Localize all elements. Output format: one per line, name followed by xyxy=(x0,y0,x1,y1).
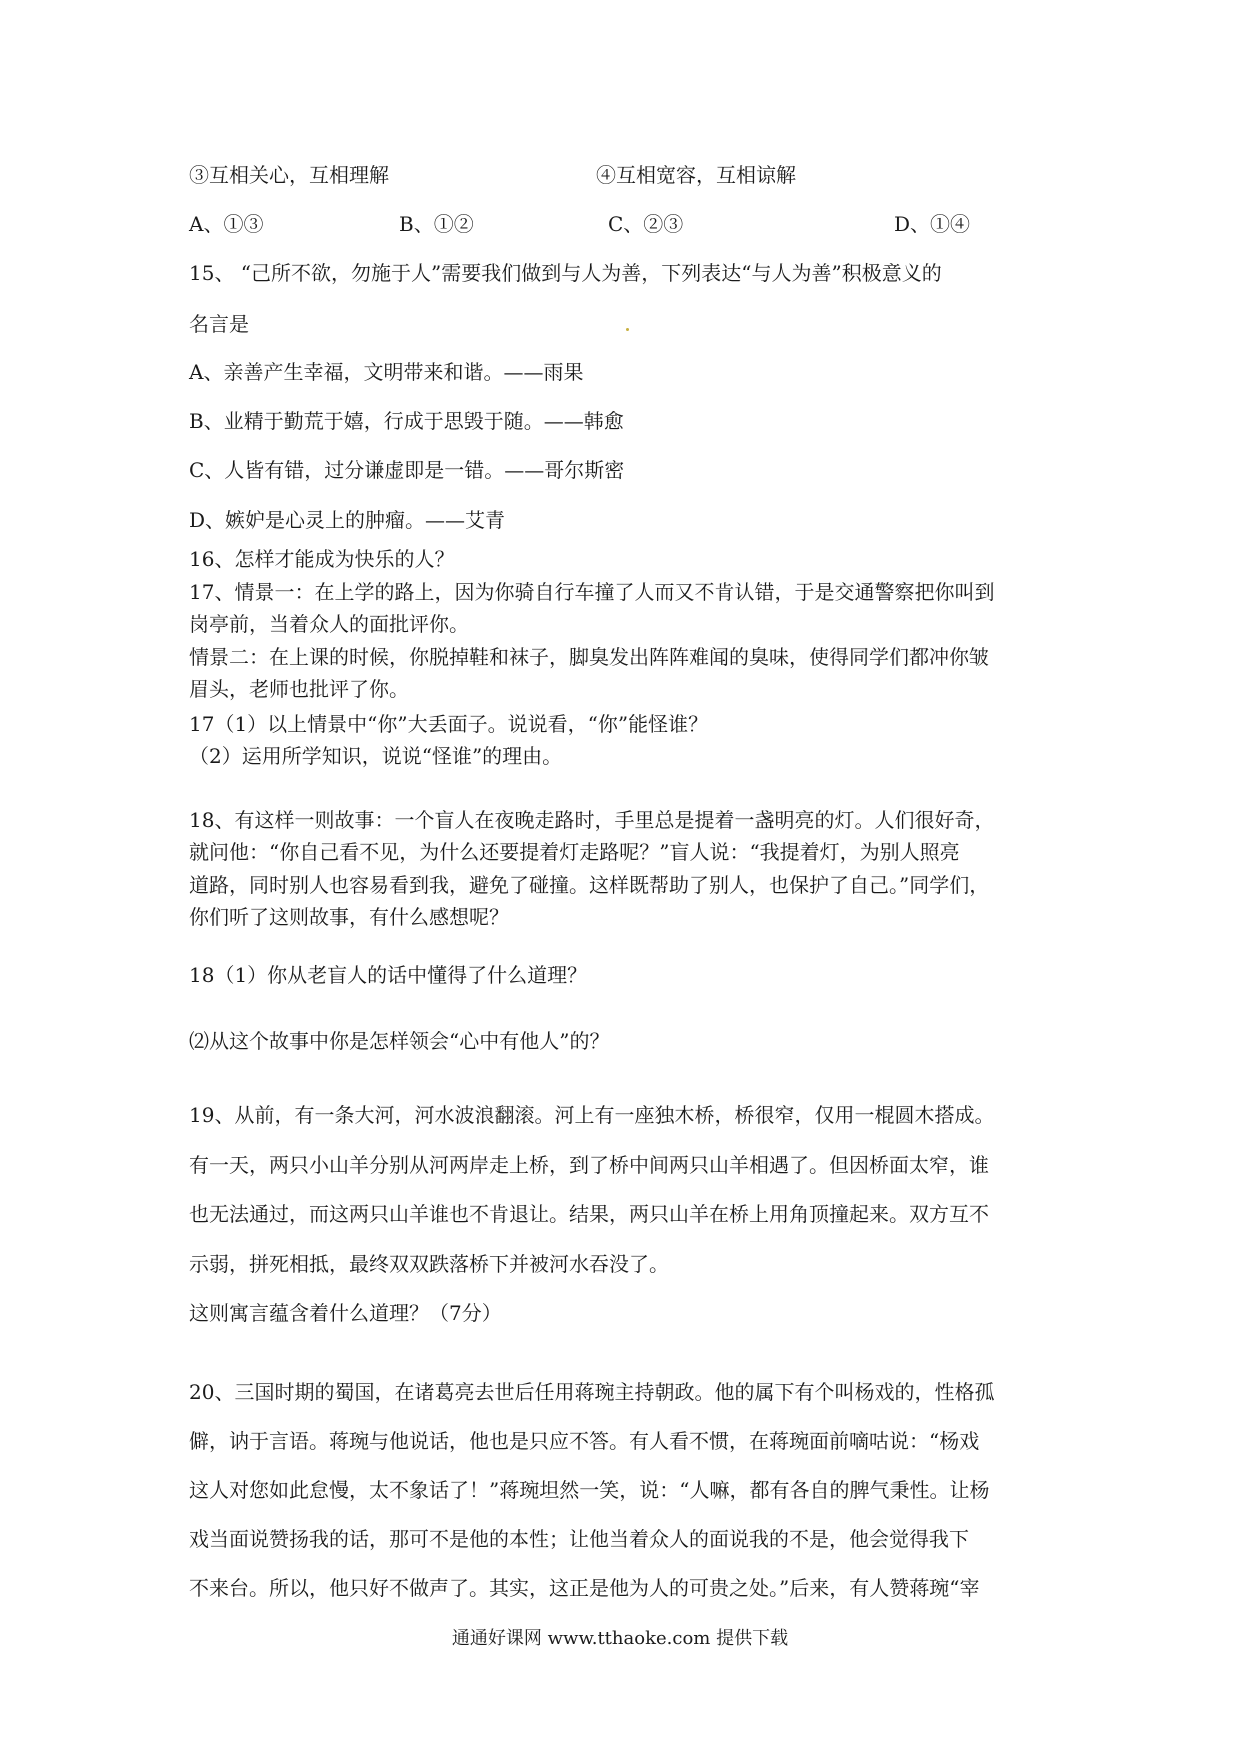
q18-line-2: 就问他：“你自己看不见，为什么还要提着灯走路呢？”盲人说：“我提着灯，为别人照亮 xyxy=(189,840,960,864)
q19-line-2: 有一天，两只小山羊分别从河两岸走上桥，到了桥中间两只山羊相遇了。但因桥面太窄，谁 xyxy=(189,1153,989,1177)
q18-sub-1: 18（1）你从老盲人的话中懂得了什么道理？ xyxy=(189,963,588,987)
q14-option-d: D、①④ xyxy=(894,212,971,236)
q17-sub-2: （2）运用所学知识，说说“怪谁”的理由。 xyxy=(189,744,563,768)
q17-line-2: 岗亭前，当着众人的面批评你。 xyxy=(189,612,469,636)
q14-option-a: A、①③ xyxy=(189,212,264,236)
q20-line-2: 僻，讷于言语。蒋琬与他说话，他也是只应不答。有人看不惯，在蒋琬面前嘀咕说：“杨戏 xyxy=(189,1429,980,1453)
q15-stem-line-2: 名言是 xyxy=(189,312,249,336)
q18-line-4: 你们听了这则故事，有什么感想呢？ xyxy=(189,905,509,929)
q19-line-1: 19、从前，有一条大河，河水波浪翻滚。河上有一座独木桥，桥很窄，仅用一棍圆木搭成。 xyxy=(189,1103,995,1127)
q15-option-d: D、嫉妒是心灵上的肿瘤。——艾青 xyxy=(189,508,506,532)
q18-line-1: 18、有这样一则故事：一个盲人在夜晚走路时，手里总是提着一盏明亮的灯。人们很好奇， xyxy=(189,808,995,832)
q19-question: 这则寓言蕴含着什么道理？（7分） xyxy=(189,1301,502,1325)
q19-line-3: 也无法通过，而这两只山羊谁也不肯退让。结果，两只山羊在桥上用角顶撞起来。双方互不 xyxy=(189,1202,989,1226)
q15-option-a: A、亲善产生幸福，文明带来和谐。——雨果 xyxy=(189,360,584,384)
page-footer: 通通好课网 www.tthaoke.com 提供下载 xyxy=(451,1628,789,1649)
q20-line-3: 这人对您如此怠慢，太不象话了！”蒋琬坦然一笑，说：“人嘛，都有各自的脾气秉性。让杨 xyxy=(189,1478,990,1502)
q18-line-3: 道路，同时别人也容易看到我，避免了碰撞。这样既帮助了别人，也保护了自己。”同学们， xyxy=(189,873,990,897)
q14-item-3: ③互相关心，互相理解 xyxy=(189,163,389,187)
scan-speck xyxy=(626,328,629,331)
q17-line-4: 眉头，老师也批评了你。 xyxy=(189,677,409,701)
q14-option-c: C、②③ xyxy=(608,212,684,236)
q20-line-4: 戏当面说赞扬我的话，那可不是他的本性；让他当着众人的面说我的不是，他会觉得我下 xyxy=(189,1527,969,1551)
q16-text: 16、怎样才能成为快乐的人？ xyxy=(189,547,455,571)
q18-sub-2: ⑵从这个故事中你是怎样领会“心中有他人”的？ xyxy=(189,1029,610,1053)
q15-option-b: B、业精于勤荒于嬉，行成于思毁于随。——韩愈 xyxy=(189,409,624,433)
q17-line-3: 情景二：在上课的时候，你脱掉鞋和袜子，脚臭发出阵阵难闻的臭味，使得同学们都冲你皱 xyxy=(189,645,989,669)
q19-line-4: 示弱，拼死相抵，最终双双跌落桥下并被河水吞没了。 xyxy=(189,1252,669,1276)
q17-sub-1: 17（1）以上情景中“你”大丢面子。说说看，“你”能怪谁？ xyxy=(189,712,709,736)
q15-option-c: C、人皆有错，过分谦虚即是一错。——哥尔斯密 xyxy=(189,458,625,482)
q14-option-b: B、①② xyxy=(399,212,474,236)
q20-line-5: 不来台。所以，他只好不做声了。其实，这正是他为人的可贵之处。”后来，有人赞蒋琬“宰 xyxy=(189,1576,980,1600)
q15-stem-line-1: 15、 “己所不欲，勿施于人”需要我们做到与人为善，下列表达“与人为善”积极意义的 xyxy=(189,261,942,285)
q14-item-4: ④互相宽容，互相谅解 xyxy=(596,163,796,187)
q20-line-1: 20、三国时期的蜀国，在诸葛亮去世后任用蒋琬主持朝政。他的属下有个叫杨戏的，性格孤 xyxy=(189,1380,995,1404)
q17-line-1: 17、情景一：在上学的路上，因为你骑自行车撞了人而又不肯认错，于是交通警察把你叫到 xyxy=(189,580,995,604)
